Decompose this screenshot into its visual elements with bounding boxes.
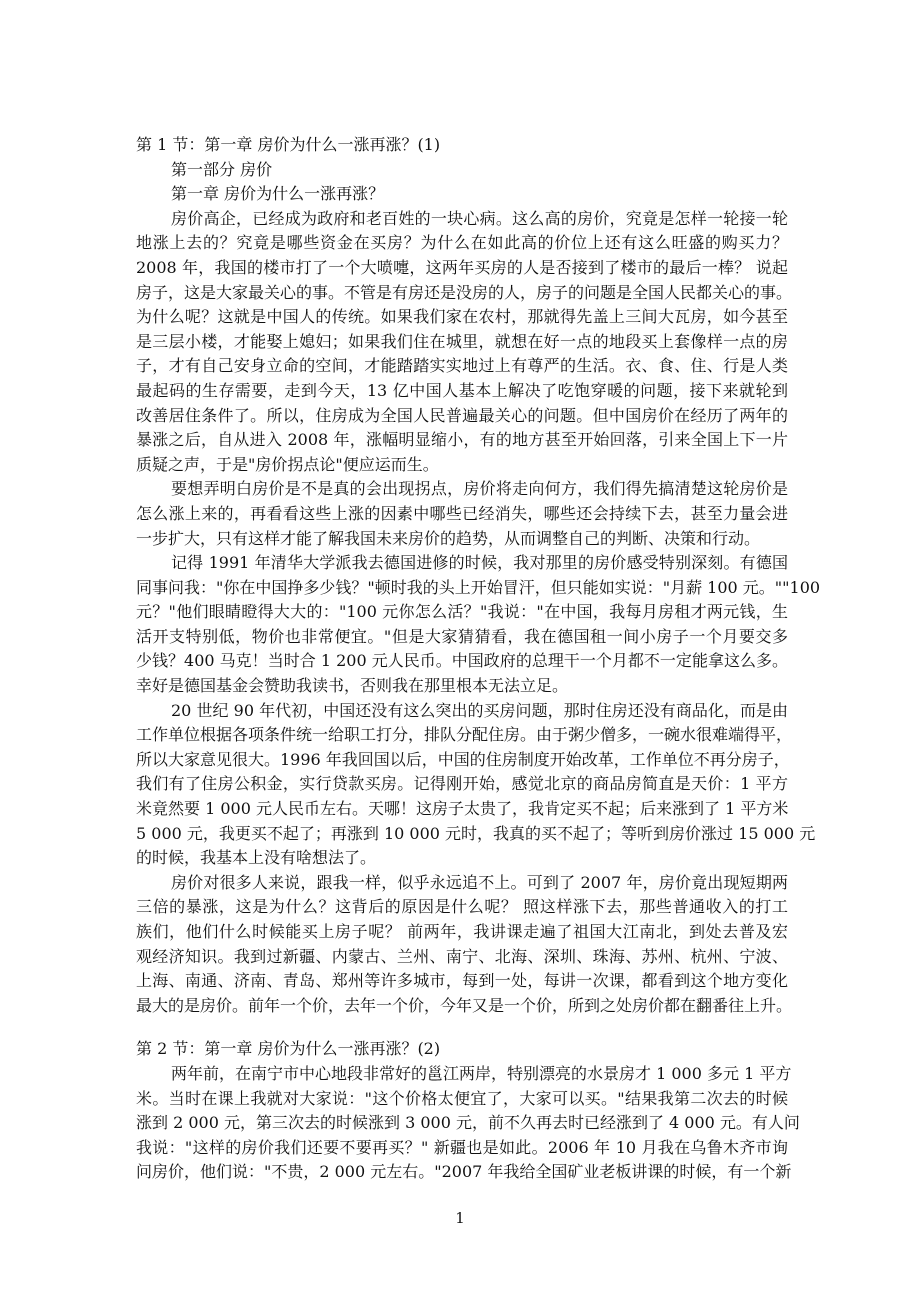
paragraph-line: 米。当时在课上我就对大家说："这个价格太便宜了，大家可以买。"结果我第二次去的时候 bbox=[136, 1088, 788, 1108]
paragraph-line: 元？"他们眼睛瞪得大大的："100 元你怎么活？"我说："在中国，我每月房租才两元钱，生 bbox=[136, 602, 788, 622]
paragraph-line: 的时候，我基本上没有啥想法了。 bbox=[136, 848, 377, 868]
paragraph-line: 上海、南通、济南、青岛、郑州等许多城市，每到一处，每讲一次课，都看到这个地方变化 bbox=[136, 971, 788, 991]
paragraph-line: 20 世纪 90 年代初，中国还没有这么突出的买房问题，那时住房还没有商品化，而是由 bbox=[171, 700, 788, 720]
paragraph-line: 工作单位根据各项条件统一给职工打分，排队分配住房。由于粥少僧多，一碗水很难端得平， bbox=[136, 725, 793, 745]
paragraph-line: 房子，这是大家最关心的事。不管是有房还是没房的人，房子的问题是全国人民都关心的事。 bbox=[136, 282, 793, 302]
paragraph-line: 活开支特别低，物价也非常便宜。"但是大家猜猜看，我在德国租一间小房子一个月要交多 bbox=[136, 626, 788, 646]
paragraph-line: 我说："这样的房价我们还要不要再买？" 新疆也是如此。2006 年 10 月我在乌鲁木齐市询 bbox=[136, 1137, 788, 1157]
paragraph-line: 地涨上去的？究竟是哪些资金在买房？为什么在如此高的价位上还有这么旺盛的购买力？ bbox=[136, 233, 788, 253]
paragraph-line: 房价高企，已经成为政府和老百姓的一块心病。这么高的房价，究竟是怎样一轮接一轮 bbox=[171, 208, 788, 228]
paragraph-line: 最大的是房价。前年一个价，去年一个价，今年又是一个价，所到之处房价都在翻番往上升。 bbox=[136, 995, 793, 1015]
paragraph-line: 记得 1991 年清华大学派我去德国进修的时候，我对那里的房价感受特别深刻。有德国 bbox=[171, 553, 788, 573]
paragraph-line: 子，才有自己安身立命的空间，才能踏踏实实地过上有尊严的生活。衣、食、住、行是人类 bbox=[136, 356, 788, 376]
paragraph-line: 观经济知识。我到过新疆、内蒙古、兰州、南宁、北海、深圳、珠海、苏州、杭州、宁波、 bbox=[136, 946, 788, 966]
paragraph-line: 所以大家意见很大。1996 年我回国以后，中国的住房制度开始改革，工作单位不再分房子， bbox=[136, 749, 790, 769]
section-heading: 第 1 节：第一章 房价为什么一涨再涨？(1) bbox=[136, 135, 441, 154]
paragraph-line: 涨到 2 000 元，第三次去的时候涨到 3 000 元，前不久再去时已经涨到了 4 000 元。有人问 bbox=[136, 1113, 800, 1133]
page-number: 1 bbox=[455, 1209, 465, 1227]
paragraph-line: 族们，他们什么时候能买上房子呢？ 前两年，我讲课走遍了祖国大江南北，到处去普及宏 bbox=[136, 922, 788, 941]
paragraph-line: 最起码的生存需要，走到今天，13 亿中国人基本上解决了吃饱穿暖的问题，接下来就轮到 bbox=[136, 380, 788, 400]
paragraph-line: 三倍的暴涨，这是为什么？这背后的原因是什么呢？ 照这样涨下去，那些普通收入的打工 bbox=[136, 897, 788, 917]
paragraph-line: 暴涨之后，自从进入 2008 年，涨幅明显缩小，有的地方甚至开始回落，引来全国上下一片 bbox=[136, 430, 788, 450]
document-page bbox=[136, 133, 821, 1185]
paragraph-line: 是三层小楼，才能娶上媳妇；如果我们住在城里，就想在好一点的地段买上套像样一点的房 bbox=[136, 331, 788, 351]
paragraph-line: 第一部分 房价 bbox=[171, 159, 273, 179]
paragraph-line: 5 000 元，我更买不起了；再涨到 10 000 元时，我真的买不起了；等听到房价涨过 15 000 元 bbox=[136, 823, 816, 843]
section-gap bbox=[136, 1018, 788, 1037]
paragraph-line: 问房价，他们说："不贵，2 000 元左右。"2007 年我给全国矿业老板讲课的时候，有一个新 bbox=[136, 1162, 792, 1182]
paragraph-line: 米竟然要 1 000 元人民币左右。天哪！这房子太贵了，我肯定买不起；后来涨到了 1 平方米 bbox=[136, 799, 789, 819]
paragraph-line: 我们有了住房公积金，实行贷款买房。记得刚开始，感觉北京的商品房简直是天价：1 平方 bbox=[136, 774, 788, 794]
paragraph-line: 少钱？400 马克！当时合 1 200 元人民币。中国政府的总理干一个月都不一定能拿这么多。 bbox=[136, 651, 788, 671]
paragraph-line: 为什么呢？这就是中国人的传统。如果我们家在农村，那就得先盖上三间大瓦房，如今甚至 bbox=[136, 307, 788, 327]
paragraph-line: 2008 年，我国的楼市打了一个大喷嚏，这两年买房的人是否接到了楼市的最后一棒？ 说起 bbox=[136, 257, 788, 277]
paragraph-line: 第一章 房价为什么一涨再涨？ bbox=[171, 184, 385, 204]
paragraph-line: 要想弄明白房价是不是真的会出现拐点，房价将走向何方，我们得先搞清楚这轮房价是 bbox=[171, 479, 788, 499]
paragraph-line: 幸好是德国基金会赞助我读书，否则我在那里根本无法立足。 bbox=[136, 676, 569, 696]
paragraph-line: 同事问我："你在中国挣多少钱？"顿时我的头上开始冒汗，但只能如实说："月薪 100 元。""100 bbox=[136, 577, 821, 597]
paragraph-line: 一步扩大，只有这样才能了解我国未来房价的趋势，从而调整自己的判断、决策和行动。 bbox=[136, 528, 761, 548]
paragraph-line: 改善居住条件了。所以，住房成为全国人民普遍最关心的问题。但中国房价在经历了两年的 bbox=[136, 405, 788, 425]
paragraph-line: 两年前，在南宁市中心地段非常好的邕江两岸，特别漂亮的水景房才 1 000 多元 1 平方 bbox=[171, 1063, 792, 1083]
paragraph-line: 怎么涨上来的，再看看这些上涨的因素中哪些已经消失，哪些还会持续下去，甚至力量会进 bbox=[136, 503, 788, 523]
section-heading: 第 2 节：第一章 房价为什么一涨再涨？(2) bbox=[136, 1039, 441, 1059]
paragraph-line: 质疑之声，于是"房价拐点论"便应运而生。 bbox=[136, 454, 439, 474]
paragraph-line: 房价对很多人来说，跟我一样，似乎永远追不上。可到了 2007 年，房价竟出现短期两 bbox=[171, 872, 788, 892]
